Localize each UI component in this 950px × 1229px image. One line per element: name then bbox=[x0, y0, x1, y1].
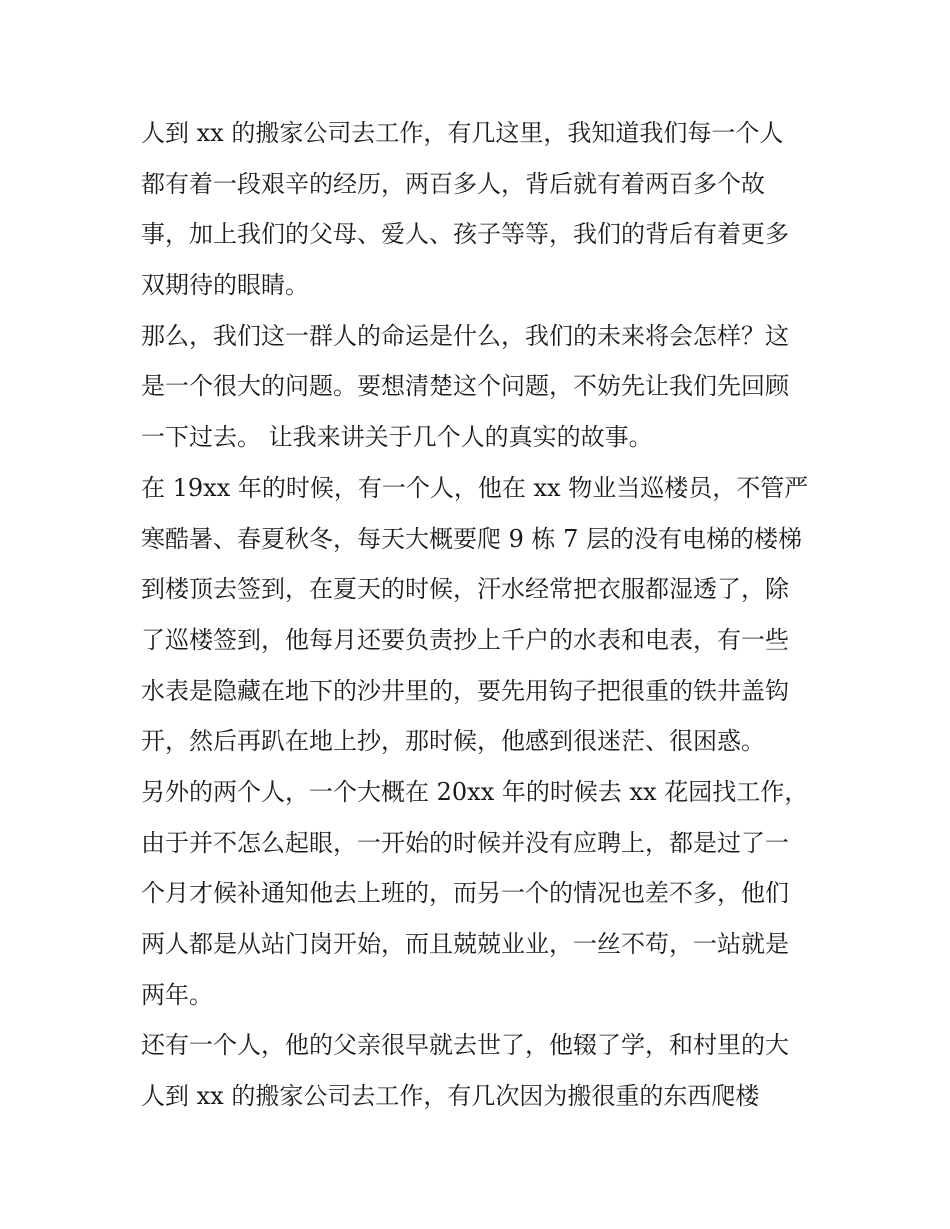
text-line: 两年。 bbox=[141, 980, 213, 1009]
text-line: 一下过去。 让我来讲关于几个人的真实的故事。 bbox=[141, 423, 653, 452]
paragraph-1 bbox=[141, 108, 813, 311]
text-line: 到楼顶去签到，在夏天的时候，汗水经常把衣服都湿透了，除 bbox=[141, 575, 789, 604]
text-line: 人到 xx 的搬家公司去工作，有几这里，我知道我们每一个人 bbox=[141, 119, 784, 147]
text-line: 两人都是从站门岗开始，而且兢兢业业，一丝不苟，一站就是 bbox=[141, 930, 789, 958]
paragraph-2 bbox=[141, 311, 813, 463]
paragraph-5 bbox=[141, 1020, 813, 1121]
text-line: 都有着一段艰辛的经历，两百多人，背后就有着两百多个故 bbox=[141, 169, 765, 198]
text-line: 寒酷暑、春夏秋冬，每天大概要爬 9 栋 7 层的没有电梯的楼梯 bbox=[141, 524, 803, 553]
text-line: 水表是隐藏在地下的沙井里的，要先用钩子把很重的铁井盖钩 bbox=[141, 676, 789, 705]
text-line: 另外的两个人，一个大概在 20xx 年的时候去 xx 花园找工作， bbox=[141, 777, 809, 806]
text-line: 事，加上我们的父母、爱人、孩子等等，我们的背后有着更多 bbox=[141, 220, 789, 249]
text-line: 个月才候补通知他去上班的，而另一个的情况也差不多，他们 bbox=[141, 879, 789, 908]
text-line: 人到 xx 的搬家公司去工作，有几次因为搬很重的东西爬楼 bbox=[141, 1082, 760, 1111]
text-line: 了巡楼签到，他每月还要负责抄上千户的水表和电表，有一些 bbox=[141, 625, 789, 654]
text-line: 由于并不怎么起眼，一开始的时候并没有应聘上，都是过了一 bbox=[141, 828, 789, 857]
text-line: 还有一个人，他的父亲很早就去世了，他辍了学，和村里的大 bbox=[141, 1031, 789, 1060]
body-text bbox=[141, 108, 813, 1122]
text-line: 双期待的眼睛。 bbox=[141, 271, 309, 300]
paragraph-3 bbox=[141, 463, 813, 767]
text-line: 在 19xx 年的时候，有一个人，他在 xx 物业当巡楼员，不管严 bbox=[141, 473, 809, 502]
text-line: 那么，我们这一群人的命运是什么，我们的未来将会怎样？这 bbox=[141, 321, 789, 350]
text-line: 开，然后再趴在地上抄，那时候，他感到很迷茫、很困惑。 bbox=[141, 727, 765, 756]
text-line: 是一个很大的问题。要想清楚这个问题，不妨先让我们先回顾 bbox=[141, 372, 789, 401]
paragraph-4 bbox=[141, 767, 813, 1020]
